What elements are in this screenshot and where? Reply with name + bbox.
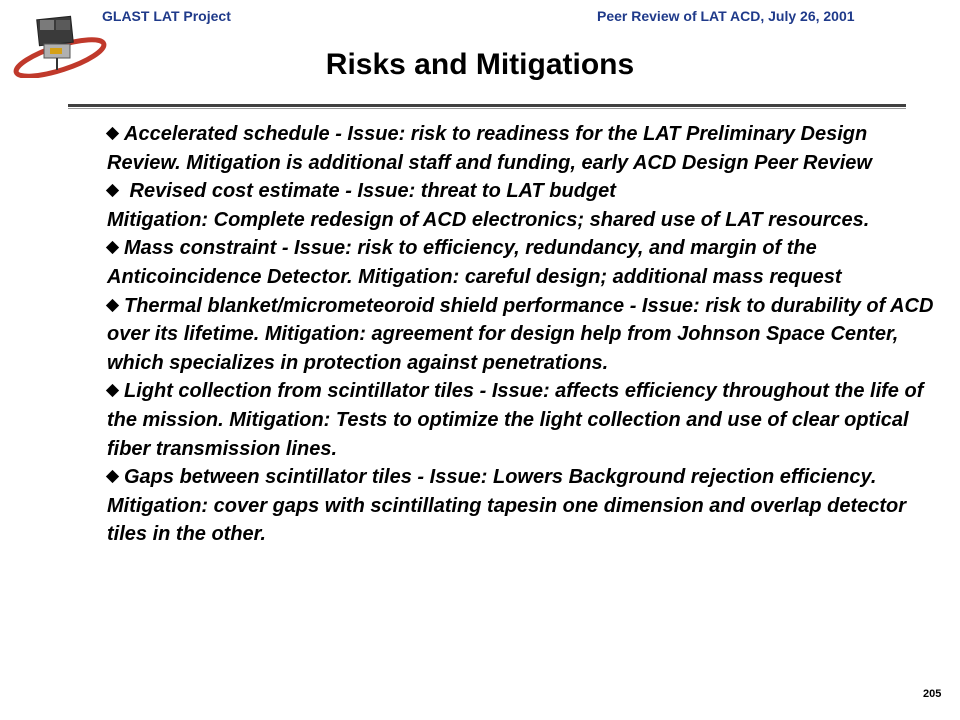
diamond-bullet-icon <box>106 127 119 140</box>
diamond-bullet-icon <box>106 470 119 483</box>
title-rule <box>68 104 906 107</box>
list-item: Revised cost estimate - Issue: threat to LAT budget Mitigation: Complete redesign of ACD electronics; shared use of LAT resources. <box>107 180 870 231</box>
diamond-bullet-icon <box>106 298 119 311</box>
diamond-bullet-icon <box>106 184 119 197</box>
page-number: 205 <box>923 688 942 700</box>
header-project: GLAST LAT Project <box>102 8 231 24</box>
diamond-bullet-icon <box>106 384 119 397</box>
risk-list <box>107 120 937 549</box>
header-review-date: Peer Review of LAT ACD, July 26, 2001 <box>597 8 855 24</box>
list-item: Accelerated schedule - Issue: risk to readiness for the LAT Preliminary Design Review. Mitigation is additional staff and funding, early ACD Design Peer Review <box>107 123 872 174</box>
list-item: Mass constraint - Issue: risk to efficiency, redundancy, and margin of the Anticoincidence Detector. Mitigation: careful design; additional mass request <box>107 237 842 288</box>
list-item-continuation: Mitigation: Complete redesign of ACD electronics; shared use of LAT resources. <box>107 208 870 231</box>
list-item: Light collection from scintillator tiles - Issue: affects efficiency throughout the life of the mission. Mitigation: Tests to optimize the light collection and use of clear optical fiber transmission lines. <box>107 380 924 460</box>
diamond-bullet-icon <box>106 241 119 254</box>
slide-title: Risks and Mitigations <box>325 48 635 81</box>
title-rule-thin <box>68 108 906 109</box>
list-item: Thermal blanket/micrometeoroid shield performance - Issue: risk to durability of ACD over its lifetime. Mitigation: agreement for design help from Johnson Space Center, which specializes in protection against penetrations. <box>107 294 934 374</box>
list-item: Gaps between scintillator tiles - Issue: Lowers Background rejection efficiency. Mitigation: cover gaps with scintillating tapesin one dimension and overlap detector tiles in the other. <box>107 466 907 546</box>
